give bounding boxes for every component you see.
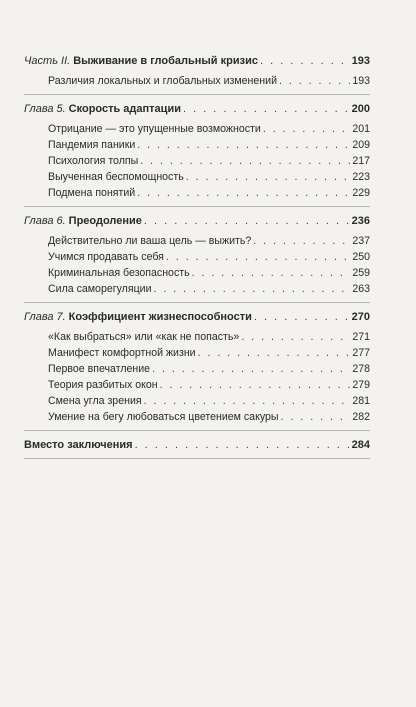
- section-divider: [24, 458, 370, 459]
- dot-leader: [183, 102, 350, 116]
- subsection-title: Смена угла зрения: [48, 395, 142, 407]
- page-number: 237: [352, 235, 370, 247]
- toc-section-chapter-7: [24, 310, 370, 424]
- toc-sub-entry: [24, 74, 370, 88]
- dot-leader: [144, 394, 351, 408]
- dot-leader: [186, 170, 351, 184]
- dot-leader: [135, 438, 350, 452]
- dot-leader: [198, 346, 351, 360]
- section-title: Преодоление: [68, 215, 142, 227]
- section-divider: [24, 430, 370, 431]
- dot-leader: [137, 138, 350, 152]
- page-number: 229: [352, 187, 370, 199]
- section-title: Коэффициент жизнеспособности: [68, 311, 252, 323]
- subsection-title: Умение на бегу любоваться цветением сакуры: [48, 411, 279, 423]
- page-number: 209: [352, 139, 370, 151]
- toc-sub-entry: [24, 330, 370, 344]
- toc-section-part-2: [24, 54, 370, 88]
- page-number: 201: [352, 123, 370, 135]
- section-title: Скорость адаптации: [68, 103, 181, 115]
- page-number: 236: [351, 215, 370, 227]
- subsection-title: Отрицание — это упущенные возможности: [48, 123, 261, 135]
- dot-leader: [279, 74, 350, 88]
- toc-sub-entry: [24, 394, 370, 408]
- dot-leader: [160, 378, 351, 392]
- section-prefix: Глава 5.: [24, 103, 66, 115]
- subsection-title: Криминальная безопасность: [48, 267, 190, 279]
- subsection-title: Теория разбитых окон: [48, 379, 158, 391]
- toc-sub-entry: [24, 154, 370, 168]
- page-number: 284: [351, 439, 370, 451]
- toc-section-chapter-6: [24, 214, 370, 296]
- page-number: 281: [352, 395, 370, 407]
- subsection-title: Манифест комфортной жизни: [48, 347, 196, 359]
- section-divider: [24, 94, 370, 95]
- dot-leader: [152, 362, 350, 376]
- toc-sub-entry: [24, 186, 370, 200]
- toc-section-conclusion: [24, 438, 370, 452]
- page-number: 200: [351, 103, 370, 115]
- dot-leader: [144, 214, 350, 228]
- dot-leader: [281, 410, 351, 424]
- toc-sub-entry: [24, 250, 370, 264]
- subsection-title: Пандемия паники: [48, 139, 136, 151]
- toc-main-entry: [24, 214, 370, 228]
- page-number: 193: [351, 55, 370, 67]
- subsection-title: Выученная беспомощность: [48, 171, 184, 183]
- dot-leader: [253, 234, 350, 248]
- section-divider: [24, 302, 370, 303]
- toc-main-entry: [24, 102, 370, 116]
- section-divider: [24, 206, 370, 207]
- section-prefix: Глава 6.: [24, 215, 66, 227]
- page-number: 223: [352, 171, 370, 183]
- toc-sub-entry: [24, 266, 370, 280]
- page-number: 270: [351, 311, 370, 323]
- toc-main-entry: [24, 54, 370, 68]
- subsection-title: Первое впечатление: [48, 363, 151, 375]
- page-number: 217: [352, 155, 370, 167]
- dot-leader: [153, 282, 350, 296]
- table-of-contents: [24, 54, 370, 466]
- subsection-title: Психология толпы: [48, 155, 139, 167]
- subsection-title: Учимся продавать себя: [48, 251, 164, 263]
- page-number: 193: [352, 75, 370, 87]
- section-title: Вместо заключения: [24, 439, 133, 451]
- subsection-title: «Как выбраться» или «как не попасть»: [48, 331, 240, 343]
- toc-sub-entry: [24, 362, 370, 376]
- toc-sub-entry: [24, 122, 370, 136]
- page-number: 277: [352, 347, 370, 359]
- dot-leader: [263, 122, 351, 136]
- subsection-title: Подмена понятий: [48, 187, 136, 199]
- toc-sub-entry: [24, 410, 370, 424]
- toc-sub-entry: [24, 282, 370, 296]
- toc-sub-entry: [24, 346, 370, 360]
- subsection-title: Сила саморегуляции: [48, 283, 152, 295]
- section-title: Выживание в глобальный кризис: [73, 55, 258, 67]
- dot-leader: [166, 250, 350, 264]
- dot-leader: [254, 310, 350, 324]
- toc-main-entry: [24, 438, 370, 452]
- toc-section-chapter-5: [24, 102, 370, 200]
- page-number: 250: [352, 251, 370, 263]
- page-number: 259: [352, 267, 370, 279]
- toc-sub-entry: [24, 170, 370, 184]
- toc-sub-entry: [24, 138, 370, 152]
- toc-main-entry: [24, 310, 370, 324]
- toc-sub-entry: [24, 378, 370, 392]
- page-number: 279: [352, 379, 370, 391]
- dot-leader: [192, 266, 351, 280]
- section-prefix: Глава 7.: [24, 311, 66, 323]
- dot-leader: [140, 154, 350, 168]
- dot-leader: [137, 186, 350, 200]
- page-number: 282: [352, 411, 370, 423]
- page-number: 278: [352, 363, 370, 375]
- dot-leader: [260, 54, 350, 68]
- subsection-title: Различия локальных и глобальных изменений: [48, 75, 277, 87]
- page-number: 263: [352, 283, 370, 295]
- subsection-title: Действительно ли ваша цель — выжить?: [48, 235, 252, 247]
- page-number: 271: [352, 331, 370, 343]
- section-prefix: Часть II.: [24, 55, 71, 67]
- dot-leader: [241, 330, 350, 344]
- toc-sub-entry: [24, 234, 370, 248]
